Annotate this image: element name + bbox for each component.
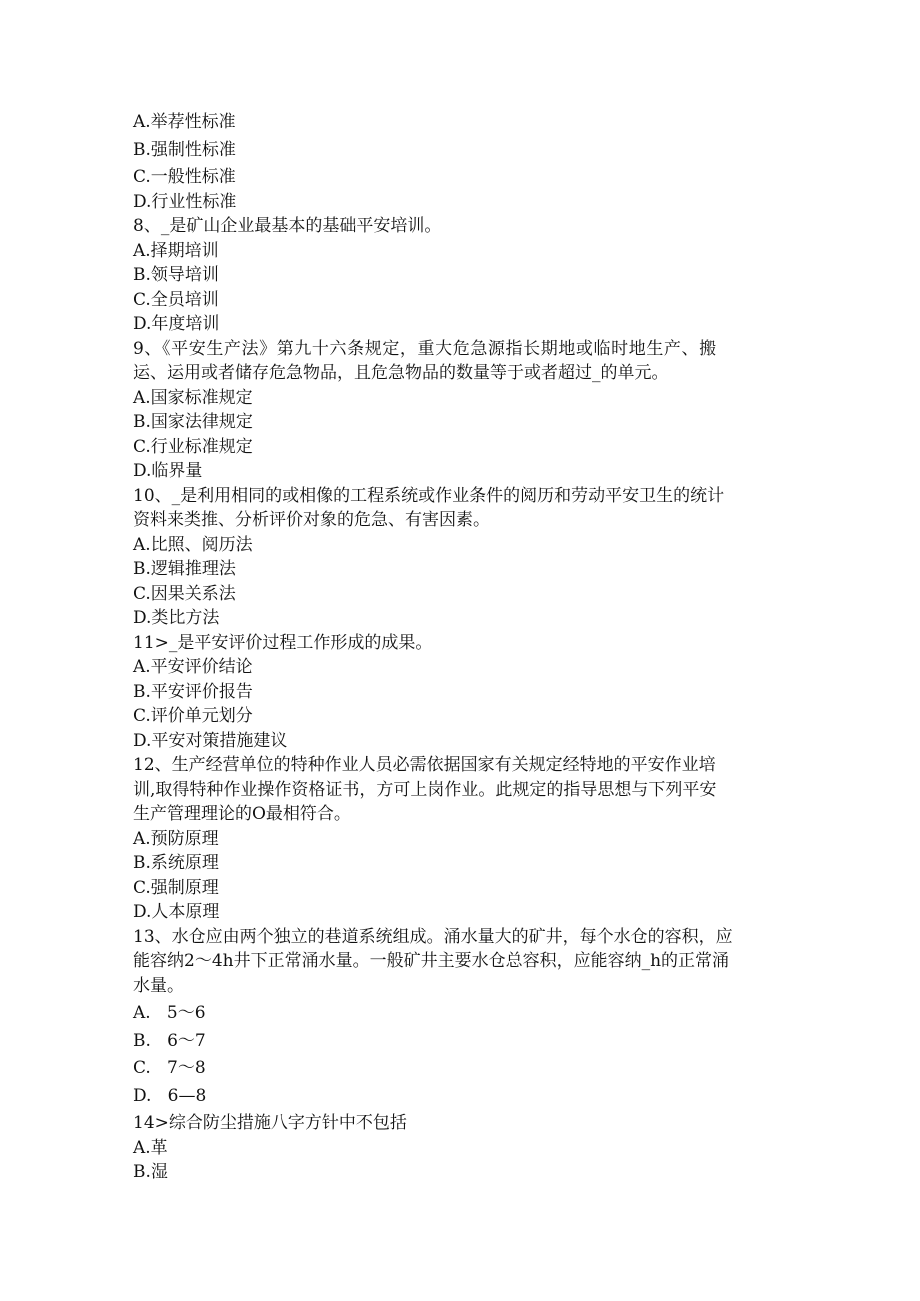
question-line: 运、运用或者储存危急物品，且危急物品的数量等于或者超过_的单元。 (133, 363, 669, 383)
option-line: A.国家标准规定 (133, 387, 253, 408)
option-line: B.平安评价报告 (133, 681, 253, 702)
option-line: C.强制原理 (133, 877, 219, 898)
option-line: A.择期培训 (133, 240, 219, 261)
question-line: 生产管理理论的O最相符合。 (133, 804, 351, 824)
option-line: A.举荐性标准 (133, 112, 236, 132)
option-line: B.领导培训 (133, 265, 219, 285)
option-line: D. 6—8 (133, 1085, 207, 1106)
question-line: 水量。 (133, 975, 184, 996)
question-line: 11>_是平安评价过程工作形成的成果。 (133, 632, 433, 653)
option-line: C.评价单元划分 (133, 706, 253, 726)
option-line: C.行业标准规定 (133, 436, 253, 457)
option-line: D.行业性标准 (133, 191, 237, 212)
question-line: 13、水仓应由两个独立的巷道系统组成。涌水量大的矿井，每个水仓的容积，应 (133, 926, 733, 947)
option-line: B.逻辑推理法 (133, 559, 236, 579)
question-line: 能容纳2～4h井下正常涌水量。一般矿井主要水仓总容积，应能容纳_h的正常涌 (133, 951, 730, 971)
option-line: A. 5～6 (133, 1003, 206, 1023)
question-line: 8、_是矿山企业最基本的基础平安培训。 (133, 216, 442, 236)
option-line: B. 6～7 (133, 1030, 206, 1051)
question-line: 14>综合防尘措施八字方针中不包括 (133, 1113, 407, 1133)
option-line: D.类比方法 (133, 608, 220, 628)
option-line: A.预防原理 (133, 828, 219, 849)
option-line: D.年度培训 (133, 314, 220, 334)
option-line: B.系统原理 (133, 853, 219, 873)
option-line: A.比照、阅历法 (133, 534, 253, 555)
option-line: A.平安评价结论 (133, 657, 253, 677)
question-line: 资料来类推、分析评价对象的危急、有害因素。 (133, 510, 490, 530)
option-line: A.革 (133, 1137, 168, 1158)
option-line: D.平安对策措施建议 (133, 730, 288, 751)
option-line: B.强制性标准 (133, 139, 236, 160)
question-line: 9、《平安生产法》第九十六条规定，重大危急源指长期地或临时地生产、搬 (133, 338, 717, 359)
option-line: B.湿 (133, 1162, 168, 1182)
question-line: 12、生产经营单位的特种作业人员必需依据国家有关规定经特地的平安作业培 (133, 755, 716, 775)
option-line: C.一般性标准 (133, 167, 236, 187)
question-line: 10、_是利用相同的或相像的工程系统或作业条件的阅历和劳动平安卫生的统计 (133, 485, 725, 506)
option-line: C.因果关系法 (133, 583, 236, 604)
option-line: C.全员培训 (133, 289, 219, 310)
question-text (133, 110, 793, 1185)
option-line: B.国家法律规定 (133, 412, 253, 432)
option-line: D.临界量 (133, 461, 203, 481)
question-line: 训,取得特种作业操作资格证书，方可上岗作业。此规定的指导思想与下列平安 (133, 779, 717, 800)
option-line: D.人本原理 (133, 902, 220, 922)
option-line: C. 7～8 (133, 1058, 206, 1078)
